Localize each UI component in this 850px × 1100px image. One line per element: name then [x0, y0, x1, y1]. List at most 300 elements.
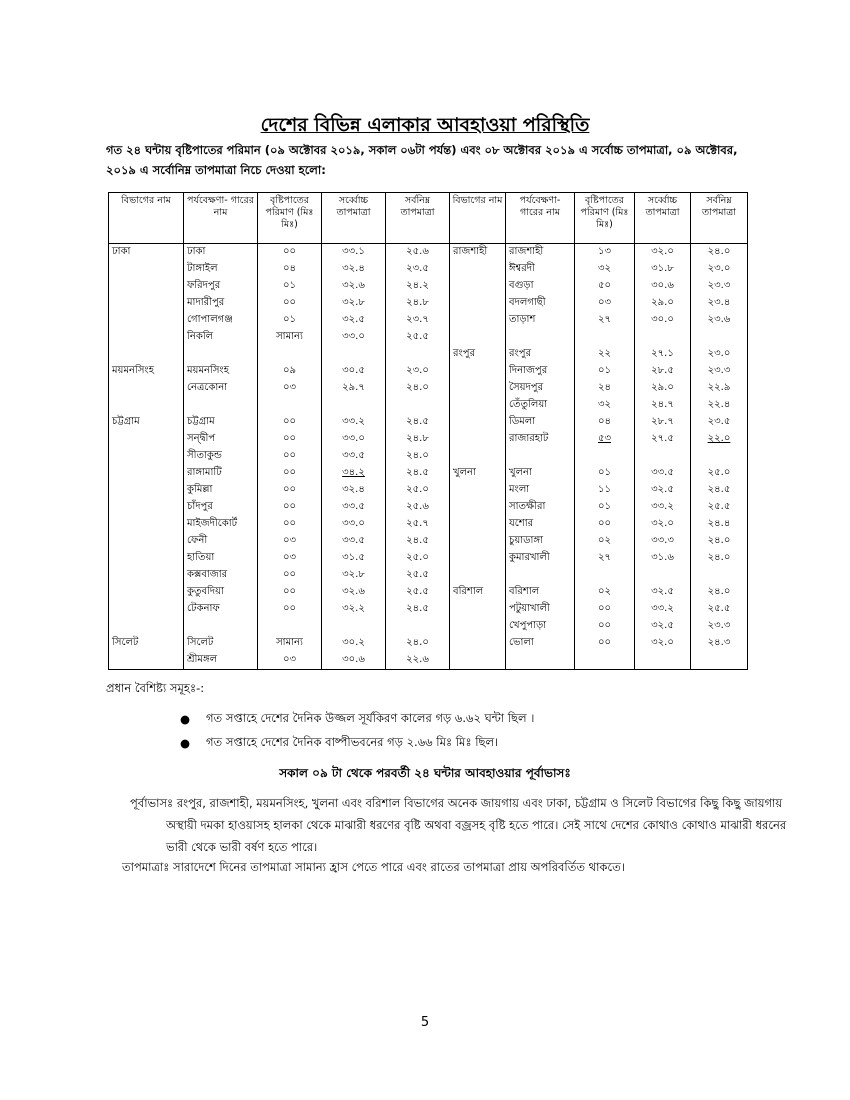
table-cell: ০০	[575, 601, 635, 618]
table-row	[109, 278, 748, 295]
table-cell	[109, 261, 184, 278]
table-cell: রাজশাহী	[450, 244, 506, 262]
table-cell	[184, 618, 258, 635]
table-cell: ২৩.৪	[691, 295, 748, 312]
table-cell: ০১	[575, 363, 635, 380]
table-cell: ০০	[258, 448, 322, 465]
table-row	[109, 431, 748, 448]
table-cell: হাতিয়া	[184, 550, 258, 567]
table-cell: ০০	[258, 499, 322, 516]
table-cell	[109, 465, 184, 482]
bullet-icon: ●	[180, 712, 191, 726]
table-cell	[109, 312, 184, 329]
table-cell: ২৯.০	[635, 295, 691, 312]
table-cell: খুলনা	[450, 465, 506, 482]
table-cell: ২৫.০	[386, 482, 450, 499]
column-header: পর্যবেক্ষণা- গারের নাম	[506, 193, 575, 244]
table-cell: ৩১.৬	[635, 550, 691, 567]
table-row	[109, 363, 748, 380]
table-cell: মাদারীপুর	[184, 295, 258, 312]
table-cell: ১১	[575, 482, 635, 499]
table-cell	[258, 346, 322, 363]
table-cell	[506, 567, 575, 584]
table-cell: ০৩	[575, 295, 635, 312]
table-cell	[109, 584, 184, 601]
table-cell: ০০	[258, 516, 322, 533]
table-cell: ২৫.৫	[386, 567, 450, 584]
table-cell: ৩২.৬	[322, 584, 386, 601]
table-row	[109, 533, 748, 550]
table-cell	[109, 550, 184, 567]
table-cell: বদলগাছী	[506, 295, 575, 312]
table-cell: কুমারখালী	[506, 550, 575, 567]
table-cell	[450, 363, 506, 380]
table-cell: টেকনাফ	[184, 601, 258, 618]
table-cell: ২৭.৫	[635, 431, 691, 448]
table-cell	[450, 499, 506, 516]
table-cell: ২৪.৩	[691, 635, 748, 652]
table-cell: ৩৩.৫	[635, 465, 691, 482]
table-cell: ঢাকা	[109, 244, 184, 262]
table-cell: ২৪.০	[691, 550, 748, 567]
intro-paragraph: গত ২৪ ঘন্টায় বৃষ্টিপাতের পরিমান (০৯ অক্টোবর ২০১৯, সকাল ০৬টা পর্যন্ত) এবং ০৮ অক্টোবর ২০১৯ এ সর্বোচ্চ তাপমাত্রা, ০৯ অক্টোবর, ২০১৯ এ সর্বোনিম্ন তাপমাত্রা নিচে দেওয়া হলো:	[106, 143, 738, 177]
table-cell: ২২.০	[691, 431, 748, 448]
table-cell: ০১	[258, 278, 322, 295]
table-cell: ২৫.৫	[386, 329, 450, 346]
table-cell: ২৪.০	[386, 380, 450, 397]
table-cell: ৩২.৪	[322, 261, 386, 278]
table-cell	[450, 567, 506, 584]
table-row	[109, 346, 748, 363]
table-cell: ২৮.৭	[635, 414, 691, 431]
table-cell: যশোর	[506, 516, 575, 533]
table-cell: ৩২.০	[635, 244, 691, 262]
table-cell: ০০	[258, 431, 322, 448]
forecast-paragraph: পূর্বাভাসঃ রংপুর, রাজশাহী, ময়মনসিংহ, খুলনা এবং বরিশাল বিভাগের অনেক জায়গায় এবং ঢাকা, চট্টগ্রাম ও সিলেট বিভাগের কিছু কিছু জায়গায় অস্থায়ী দমকা হাওয়াসহ হালকা থেকে মাঝারী ধরণের বৃষ্টি অথবা বজ্রসহ বৃষ্টি হতে পারে। সেই সাথে দেশের কোথাও কোথাও মাঝারী ধরনের ভারী থেকে ভারী বর্ষণ হতে পারে।	[130, 796, 787, 854]
table-row	[109, 414, 748, 431]
table-cell: ৩৩.১	[322, 244, 386, 262]
table-cell: ০৩	[258, 533, 322, 550]
column-header: সর্বনিম্ন তাপমাত্রা	[691, 193, 748, 244]
table-cell: সাতক্ষীরা	[506, 499, 575, 516]
table-cell: ২৩.৬	[691, 312, 748, 329]
table-cell: ০০	[258, 465, 322, 482]
bullet-icon: ●	[180, 736, 191, 750]
table-cell	[450, 431, 506, 448]
table-cell	[575, 652, 635, 670]
table-row	[109, 635, 748, 652]
table-cell: ৩৩.০	[322, 431, 386, 448]
table-cell: ৩২.৬	[322, 278, 386, 295]
table-cell: ২৫.৫	[691, 499, 748, 516]
table-row	[109, 499, 748, 516]
table-cell: ০০	[258, 414, 322, 431]
table-row	[109, 652, 748, 670]
table-cell: সিলেট	[184, 635, 258, 652]
table-cell	[322, 618, 386, 635]
table-cell	[450, 397, 506, 414]
table-cell: কুতুবদিয়া	[184, 584, 258, 601]
table-cell: ০৩	[258, 550, 322, 567]
column-header: বৃষ্টিপাতের পরিমাণ (মিঃ মিঃ)	[575, 193, 635, 244]
table-cell: ৩২.৪	[322, 482, 386, 499]
table-cell: ২৪.৮	[386, 431, 450, 448]
table-cell: সৈয়দপুর	[506, 380, 575, 397]
table-cell: ০৪	[575, 414, 635, 431]
table-cell: ০০	[258, 295, 322, 312]
table-cell: ২৫.০	[386, 550, 450, 567]
table-cell: ২৫.৬	[386, 499, 450, 516]
table-cell	[691, 329, 748, 346]
page-number: 5	[420, 1015, 430, 1030]
table-cell: ৩২.৫	[635, 482, 691, 499]
table-cell: ২৩.৫	[386, 261, 450, 278]
table-cell: ২৪.৫	[691, 482, 748, 499]
table-cell: বরিশাল	[506, 584, 575, 601]
table-cell: ২৩.৩	[691, 618, 748, 635]
list-item	[180, 732, 534, 756]
table-cell	[450, 278, 506, 295]
table-cell: ২৭	[575, 312, 635, 329]
table-cell: ২৭	[575, 550, 635, 567]
table-row	[109, 482, 748, 499]
table-cell: ৩২.৮	[322, 295, 386, 312]
feature-text: গত সপ্তাহে দেশের দৈনিক বাষ্পীভবনের গড় ২.৬৬ মিঃ মিঃ ছিল।	[206, 735, 499, 749]
table-cell	[691, 448, 748, 465]
table-cell	[109, 567, 184, 584]
table-cell: ২৩.৩	[691, 278, 748, 295]
table-cell	[109, 380, 184, 397]
column-header: সর্ব্বোচ্চ তাপমাত্রা	[635, 193, 691, 244]
table-row	[109, 465, 748, 482]
column-header: সর্ব্বোচ্চ তাপমাত্রা	[322, 193, 386, 244]
forecast-heading: সকাল ০৯ টা থেকে পরবর্তী ২৪ ঘন্টার আবহাওয়ার পূর্বাভাসঃ	[279, 766, 571, 780]
table-cell	[506, 448, 575, 465]
table-cell	[386, 618, 450, 635]
table-cell: ময়মনসিংহ	[184, 363, 258, 380]
table-cell: ৩৩.৫	[322, 448, 386, 465]
table-row	[109, 584, 748, 601]
table-cell: ০১	[575, 499, 635, 516]
table-cell	[109, 278, 184, 295]
table-cell: ফেনী	[184, 533, 258, 550]
table-cell: ৩১.৮	[635, 261, 691, 278]
column-header: সর্বনিম্ন তাপমাত্রা	[386, 193, 450, 244]
table-cell: ৩০.২	[322, 635, 386, 652]
table-cell: তেঁতুলিয়া	[506, 397, 575, 414]
table-cell	[109, 652, 184, 670]
table-cell: ০০	[575, 516, 635, 533]
table-cell: ২৩.০	[691, 346, 748, 363]
list-item	[180, 708, 534, 732]
table-cell: ২৯.৭	[322, 380, 386, 397]
table-cell	[184, 397, 258, 414]
table-row	[109, 601, 748, 618]
table-cell: সামান্য	[258, 635, 322, 652]
table-cell: ফরিদপুর	[184, 278, 258, 295]
table-cell: ৩১.৫	[322, 550, 386, 567]
table-cell: সিলেট	[109, 635, 184, 652]
table-cell: ২২.৬	[386, 652, 450, 670]
table-cell	[450, 516, 506, 533]
table-cell: ২৪.০	[691, 244, 748, 262]
table-cell: রংপুর	[506, 346, 575, 363]
table-cell: বরিশাল	[450, 584, 506, 601]
table-cell: ২৪.৭	[635, 397, 691, 414]
table-cell	[450, 329, 506, 346]
table-cell: ২৫.৭	[386, 516, 450, 533]
table-cell: ২৪.৫	[386, 533, 450, 550]
table-cell: ২৫.৬	[386, 244, 450, 262]
table-row	[109, 244, 748, 262]
table-cell: ৩২	[575, 397, 635, 414]
table-cell	[109, 397, 184, 414]
table-cell: ২৩.০	[386, 363, 450, 380]
table-cell: চুয়াডাঙ্গা	[506, 533, 575, 550]
temperature-paragraph: তাপমাত্রাঃ সারাদেশে দিনের তাপমাত্রা সামান্য হ্রাস পেতে পারে এবং রাতের তাপমাত্রা প্রায় অপরিবর্তিত থাকতে।	[122, 860, 625, 874]
table-cell: ঢাকা	[184, 244, 258, 262]
table-cell: তাড়াশ	[506, 312, 575, 329]
table-cell: ০২	[575, 533, 635, 550]
table-cell: ২৪.২	[386, 278, 450, 295]
table-cell: ২৪.০	[386, 635, 450, 652]
table-cell: ৩৩.২	[322, 414, 386, 431]
table-cell: ৩০.০	[635, 312, 691, 329]
table-cell: ৩২.৮	[322, 567, 386, 584]
table-cell: ৫০	[575, 278, 635, 295]
table-cell: ৩২.৫	[322, 312, 386, 329]
table-cell	[506, 652, 575, 670]
column-header: বৃষ্টিপাতের পরিমাণ (মিঃ মিঃ)	[258, 193, 322, 244]
table-row	[109, 550, 748, 567]
table-cell: ০০	[575, 635, 635, 652]
table-cell: ৩৩.২	[635, 601, 691, 618]
table-cell	[450, 601, 506, 618]
table-cell: ২৫.৫	[691, 601, 748, 618]
table-cell: ০৪	[258, 261, 322, 278]
table-cell: ৩০.৬	[635, 278, 691, 295]
table-cell: ২২.৯	[691, 380, 748, 397]
table-row	[109, 397, 748, 414]
table-cell: টাঙ্গাইল	[184, 261, 258, 278]
table-cell	[450, 261, 506, 278]
table-cell	[506, 329, 575, 346]
table-cell: ০০	[258, 567, 322, 584]
table-cell: ৩৩.৫	[322, 499, 386, 516]
table-cell	[450, 414, 506, 431]
table-cell: রংপুর	[450, 346, 506, 363]
table-cell: দিনাজপুর	[506, 363, 575, 380]
table-row	[109, 618, 748, 635]
table-cell: রাজারহাট	[506, 431, 575, 448]
table-cell: রাঙ্গামাটি	[184, 465, 258, 482]
table-cell: ০৩	[258, 380, 322, 397]
table-cell	[635, 567, 691, 584]
table-cell: কুমিল্লা	[184, 482, 258, 499]
features-list	[180, 708, 534, 756]
table-cell: খুলনা	[506, 465, 575, 482]
table-cell	[322, 346, 386, 363]
table-cell: বগুড়া	[506, 278, 575, 295]
table-cell: ২৫.৫	[386, 584, 450, 601]
table-cell	[450, 448, 506, 465]
table-cell: রাজশাহী	[506, 244, 575, 262]
table-cell	[109, 346, 184, 363]
table-cell	[635, 652, 691, 670]
table-row	[109, 380, 748, 397]
table-cell: ২২.৪	[691, 397, 748, 414]
table-cell: ০০	[258, 244, 322, 262]
table-cell: ৩৩.২	[635, 499, 691, 516]
table-cell: ২৪.৫	[386, 414, 450, 431]
table-cell	[450, 652, 506, 670]
table-cell: নেত্রকোনা	[184, 380, 258, 397]
table-cell	[691, 567, 748, 584]
table-cell: ৩২.০	[635, 635, 691, 652]
table-cell: চট্টগ্রাম	[184, 414, 258, 431]
table-cell: ২৪.৫	[386, 601, 450, 618]
column-header: পর্যবেক্ষণা- গারের নাম	[184, 193, 258, 244]
table-cell	[575, 329, 635, 346]
table-cell: গোপালগঞ্জ	[184, 312, 258, 329]
table-cell	[635, 329, 691, 346]
table-cell: ২৩.৭	[386, 312, 450, 329]
table-cell: ৩৪.২	[322, 465, 386, 482]
table-cell: পটুয়াখালী	[506, 601, 575, 618]
table-cell: ০০	[258, 584, 322, 601]
weather-table	[108, 192, 748, 670]
table-cell	[109, 516, 184, 533]
table-cell	[109, 448, 184, 465]
table-cell: চট্টগ্রাম	[109, 414, 184, 431]
table-cell	[575, 448, 635, 465]
table-cell: ২৪.৫	[386, 465, 450, 482]
table-cell: ৩৩.৫	[322, 533, 386, 550]
table-cell: মংলা	[506, 482, 575, 499]
table-row	[109, 295, 748, 312]
table-cell: ৩০.৫	[322, 363, 386, 380]
table-cell	[450, 312, 506, 329]
table-cell: ০০	[258, 601, 322, 618]
table-cell: ২৭.১	[635, 346, 691, 363]
table-row	[109, 261, 748, 278]
table-cell: ০১	[575, 465, 635, 482]
table-cell: শ্রীমঙ্গল	[184, 652, 258, 670]
table-cell: ০০	[575, 618, 635, 635]
table-cell: ২৪	[575, 380, 635, 397]
table-cell	[109, 482, 184, 499]
table-cell: ৩২	[575, 261, 635, 278]
table-cell: ৩৩.০	[322, 516, 386, 533]
table-cell	[386, 397, 450, 414]
table-cell: ২৩.৩	[691, 363, 748, 380]
table-header-row	[109, 193, 748, 244]
table-cell: ময়মনসিংহ	[109, 363, 184, 380]
table-cell: ০৩	[258, 652, 322, 670]
table-cell: ০২	[575, 584, 635, 601]
table-cell: ২৩.০	[691, 261, 748, 278]
table-row	[109, 567, 748, 584]
table-cell: ২২	[575, 346, 635, 363]
table-cell: সন্দ্বীপ	[184, 431, 258, 448]
table-cell	[450, 295, 506, 312]
feature-text: গত সপ্তাহে দেশের দৈনিক উজ্জল সূর্যকিরণ কালের গড় ৬.৬২ ঘন্টা ছিল ।	[206, 711, 535, 725]
table-cell	[109, 533, 184, 550]
table-cell: ০৯	[258, 363, 322, 380]
table-cell	[450, 635, 506, 652]
table-cell: ২৪.৪	[691, 516, 748, 533]
table-cell: ০১	[258, 312, 322, 329]
table-cell: ৩২.০	[635, 516, 691, 533]
table-cell: ২৪.০	[691, 533, 748, 550]
table-cell	[635, 448, 691, 465]
table-row	[109, 516, 748, 533]
table-cell: খেপুপাড়া	[506, 618, 575, 635]
table-cell: ২৯.০	[635, 380, 691, 397]
table-cell	[184, 346, 258, 363]
table-cell: ৩২.২	[322, 601, 386, 618]
table-cell	[109, 618, 184, 635]
table-cell	[386, 346, 450, 363]
table-cell	[575, 567, 635, 584]
table-body	[109, 244, 748, 670]
table-cell: ৩০.৬	[322, 652, 386, 670]
table-cell: কক্সবাজার	[184, 567, 258, 584]
table-cell: চাঁদপুর	[184, 499, 258, 516]
table-cell	[450, 550, 506, 567]
table-cell: ৩২.৫	[635, 618, 691, 635]
table-cell: মাইজদীকোর্ট	[184, 516, 258, 533]
table-cell	[109, 431, 184, 448]
table-cell	[109, 295, 184, 312]
table-cell: নিকলি	[184, 329, 258, 346]
table-cell	[450, 618, 506, 635]
table-cell: ৩২.৫	[635, 584, 691, 601]
column-header: বিভাগের নাম	[109, 193, 184, 244]
table-cell: ২৪.৮	[386, 295, 450, 312]
table-cell: সীতাকুন্ড	[184, 448, 258, 465]
table-cell	[450, 533, 506, 550]
table-cell: ৫৩	[575, 431, 635, 448]
table-cell: ঈশ্বরদী	[506, 261, 575, 278]
table-cell: ২৪.০	[386, 448, 450, 465]
table-cell	[109, 499, 184, 516]
table-cell: ২৮.৫	[635, 363, 691, 380]
table-cell: সামান্য	[258, 329, 322, 346]
table-cell: ০০	[258, 482, 322, 499]
features-heading: প্রধান বৈশিষ্ট্য সমূহঃ-:	[106, 681, 205, 695]
table-cell	[109, 601, 184, 618]
table-cell	[450, 380, 506, 397]
table-cell: ৩৩.৩	[635, 533, 691, 550]
table-row	[109, 329, 748, 346]
table-cell	[109, 329, 184, 346]
table-cell: ২৫.০	[691, 465, 748, 482]
column-header: বিভাগের নাম	[450, 193, 506, 244]
table-row	[109, 312, 748, 329]
table-cell: ভোলা	[506, 635, 575, 652]
page-title: দেশের বিভিন্ন এলাকার আবহাওয়া পরিস্থিতি	[260, 113, 590, 136]
table-cell: ৩৩.০	[322, 329, 386, 346]
table-cell	[258, 618, 322, 635]
table-cell	[258, 397, 322, 414]
table-cell: ২৩.৫	[691, 414, 748, 431]
table-cell	[450, 482, 506, 499]
table-cell	[691, 652, 748, 670]
table-cell: ১৩	[575, 244, 635, 262]
table-row	[109, 448, 748, 465]
table-cell: ডিমলা	[506, 414, 575, 431]
